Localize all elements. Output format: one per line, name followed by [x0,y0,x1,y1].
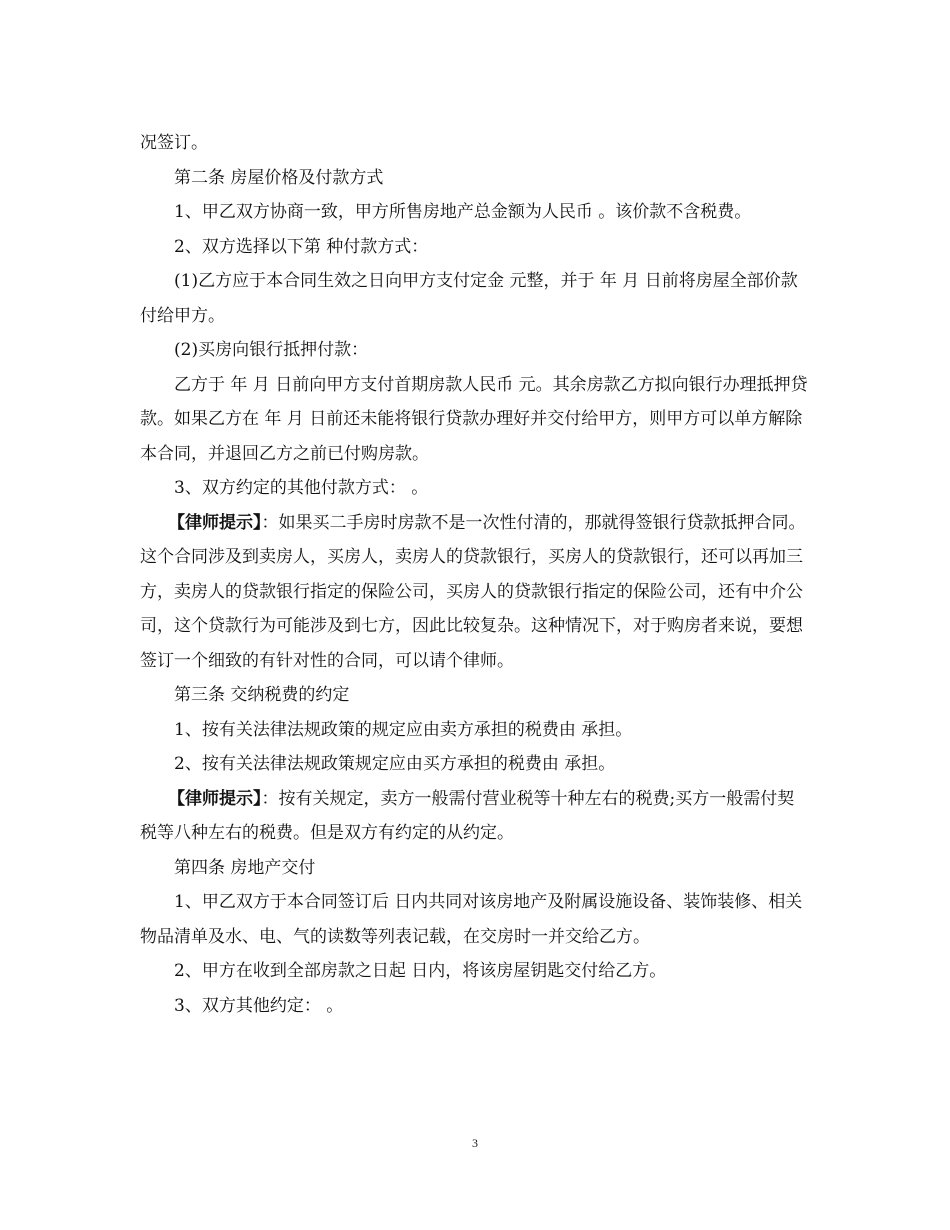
section-2-item-3: 3、双方约定的其他付款方式： 。 [174,478,429,498]
section-3-heading: 第三条 交纳税费的约定 [174,685,350,705]
paragraph-continuation: 况签订。 [140,133,208,153]
section-2-item-2: 2、双方选择以下第 种付款方式： [174,236,429,257]
section-2-item-1: 1、甲乙双方协商一致，甲方所售房地产总金额为人民币 。该价款不含税费。 [174,202,752,222]
section-3-item-1: 1、按有关法律法规政策的规定应由卖方承担的税费由 承担。 [174,719,633,740]
lawyer-tip-label: 【律师提示】 [168,512,262,533]
section-4-item-3: 3、双方其他约定： 。 [174,995,344,1016]
lawyer-tip-2 [140,782,810,851]
section-2-heading: 第二条 房屋价格及付款方式 [174,167,384,188]
section-4-item-1: 1、甲乙双方于本合同签订后 日内共同对该房地产及附属设施设备、装饰装修、相关物品清单及水、电、气的读数等列表记载，在交房时一并交给乙方。 [140,892,803,947]
payment-option-2-detail: 乙方于 年 月 日前向甲方支付首期房款人民币 元。其余房款乙方拟向银行办理抵押贷款。如果乙方在 年 月 日前还未能将银行贷款办理好并交付给甲方，则甲方可以单方解除本合同，并退回乙方之前已付购房款。 [140,374,808,464]
section-4-item-2: 2、甲方在收到全部房款之日起 日内，将该房屋钥匙交付给乙方。 [174,961,667,981]
lawyer-tip-text: ：如果买二手房时房款不是一次性付清的，那就得签银行贷款抵押合同。这个合同涉及到卖房人，买房人，卖房人的贷款银行，买房人的贷款银行，还可以再加三方，卖房人的贷款银行指定的保险公司，买房人的贷款银行指定的保险公司，还有中介公司，这个贷款行为可能涉及到七方，因此比较复杂。这种情况下，对于购房者来说，要想签订一个细致的有针对性的合同，可以请个律师。 [140,512,806,671]
section-4-heading: 第四条 房地产交付 [174,857,316,878]
page-number: 3 [472,1136,478,1150]
lawyer-tip-text: ：按有关规定，卖方一般需付营业税等十种左右的税费;买方一般需付契税等八种左右的税费。但是双方有约定的从约定。 [140,788,795,843]
section-3-item-2: 2、按有关法律法规政策规定应由买方承担的税费由 承担。 [174,754,616,774]
lawyer-tip-label: 【律师提示】 [168,788,262,809]
lawyer-tip-1 [140,506,810,679]
document-body [140,126,810,1023]
payment-option-2: (2)买房向银行抵押付款： [174,340,369,360]
payment-option-1: (1)乙方应于本合同生效之日向甲方支付定金 元整，并于 年 月 日前将房屋全部价款付给甲方。 [140,271,798,326]
